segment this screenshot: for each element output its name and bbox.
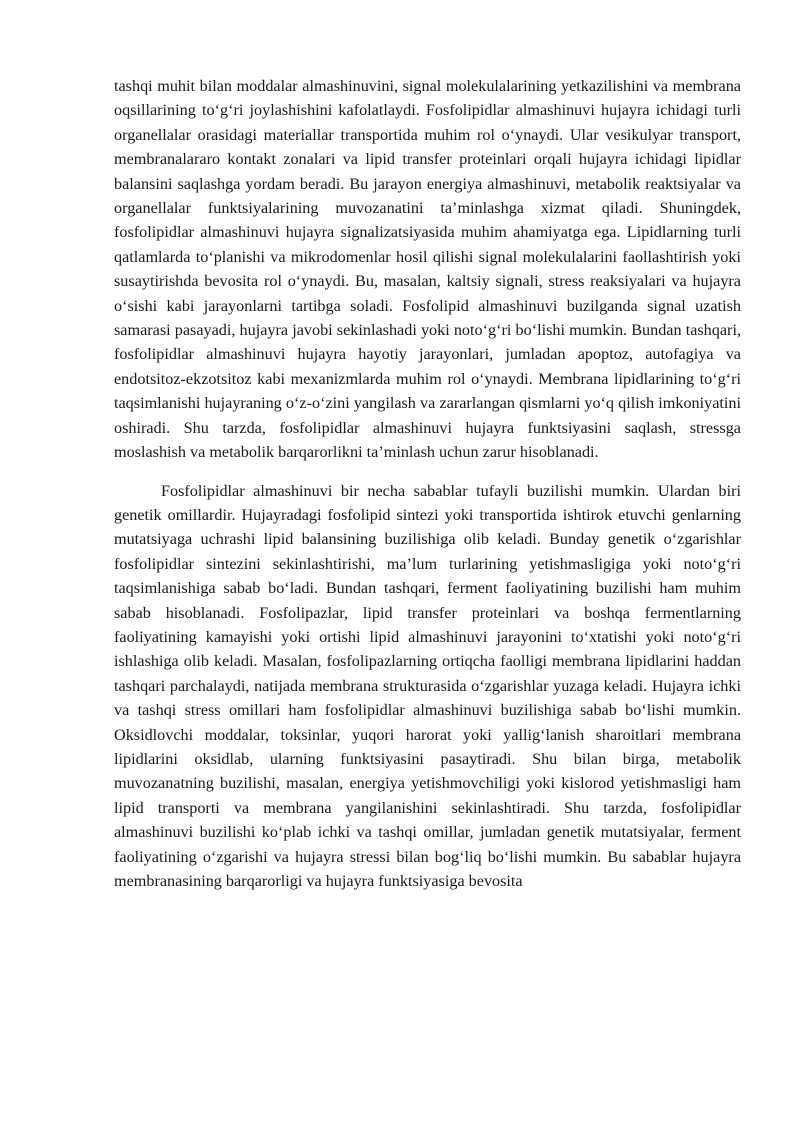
body-paragraph-causes: Fosfolipidlar almashinuvi bir necha sabablar tufayli buzilishi mumkin. Ulardan biri genetik omillardir. Hujayradagi fosfolipid sintezi yoki transportida ishtirok etuvchi genlarning mutatsiyaga uchrashi lipid balansining buzilishiga olib keladi. Bunday genetik o‘zgarishlar fosfolipidlar sintezini sekinlashtirishi, ma’lum turlarining yetishmasligiga yoki noto‘g‘ri taqsimlanishiga sabab bo‘ladi. Bundan tashqari, ferment faoliyatining buzilishi ham muhim sabab hisoblanadi. Fosfolipazlar, lipid transfer proteinlari va boshqa fermentlarning faoliyatining kamayishi yoki ortishi lipid almashinuvi jarayonini to‘xtatishi yoki noto‘g‘ri ishlashiga olib keladi. Masalan, fosfolipazlarning ortiqcha faolligi membrana lipidlarini haddan tashqari parchalaydi, natijada membrana strukturasida o‘zgarishlar yuzaga keladi. Hujayra ichki va tashqi stress omillari ham fosfolipidlar almashinuvi buzilishiga sabab bo‘lishi mumkin. Oksidlovchi moddalar, toksinlar, yuqori harorat yoki yallig‘lanish sharoitlari membrana lipidlarini oksidlab, ularning funktsiyasini pasaytiradi. Shu bilan birga, metabolik muvozanatning buzilishi, masalan, energiya yetishmovchiligi yoki kislorod yetishmasligi ham lipid transporti va membrana yangilanishini sekinlashtiradi. Shu tarzda, fosfolipidlar almashinuvi buzilishi ko‘plab ichki va tashqi omillar, jumladan genetik mutatsiyalar, ferment faoliyatining o‘zgarishi va hujayra stressi bilan bog‘liq bo‘lishi mumkin. Bu sabablar hujayra membranasining barqarorligi va hujayra funktsiyasiga bevosita xyxy=(114,481,741,890)
body-paragraph-continuation: tashqi muhit bilan moddalar almashinuvini, signal molekulalarining yetkazilishini va membrana oqsillarining to‘g‘ri joylashishini kafolatlaydi. Fosfolipidlar almashinuvi hujayra ichidagi turli organellalar orasidagi materiallar transportida muhim rol o‘ynaydi. Ular vesikulyar transport, membranalararo kontakt zonalari va lipid transfer proteinlari orqali hujayra ichidagi lipidlar balansini saqlashga yordam beradi. Bu jarayon energiya almashinuvi, metabolik reaktsiyalar va organellalar funktsiyalarining muvozanatini ta’minlashga xizmat qiladi. Shuningdek, fosfolipidlar almashinuvi hujayra signalizatsiyasida muhim ahamiyatga ega. Lipidlarning turli qatlamlarda to‘planishi va mikrodomenlar hosil qilishi signal molekulalarini faollashtirish yoki susaytirishda bevosita rol o‘ynaydi. Bu, masalan, kaltsiy signali, stress reaksiyalari va hujayra o‘sishi kabi jarayonlarni tartibga soladi. Fosfolipid almashinuvi buzilganda signal uzatish samarasi pasayadi, hujayra javobi sekinlashadi yoki noto‘g‘ri bo‘lishi mumkin. Bundan tashqari, fosfolipidlar almashinuvi hujayra hayotiy jarayonlari, jumladan apoptoz, autofagiya va endotsitoz-ekzotsitoz kabi mexanizmlarda muhim rol o‘ynaydi. Membrana lipidlarining to‘g‘ri taqsimlanishi hujayraning o‘z-o‘zini yangilash va zararlangan qismlarni yo‘q qilish imkoniyatini oshiradi. Shu tarzda, fosfolipidlar almashinuvi hujayra funktsiyasini saqlash, stressga moslashish va metabolik barqarorlikni ta’minlash uchun zarur hisoblanadi. xyxy=(114,77,741,462)
document-page xyxy=(114,74,741,893)
